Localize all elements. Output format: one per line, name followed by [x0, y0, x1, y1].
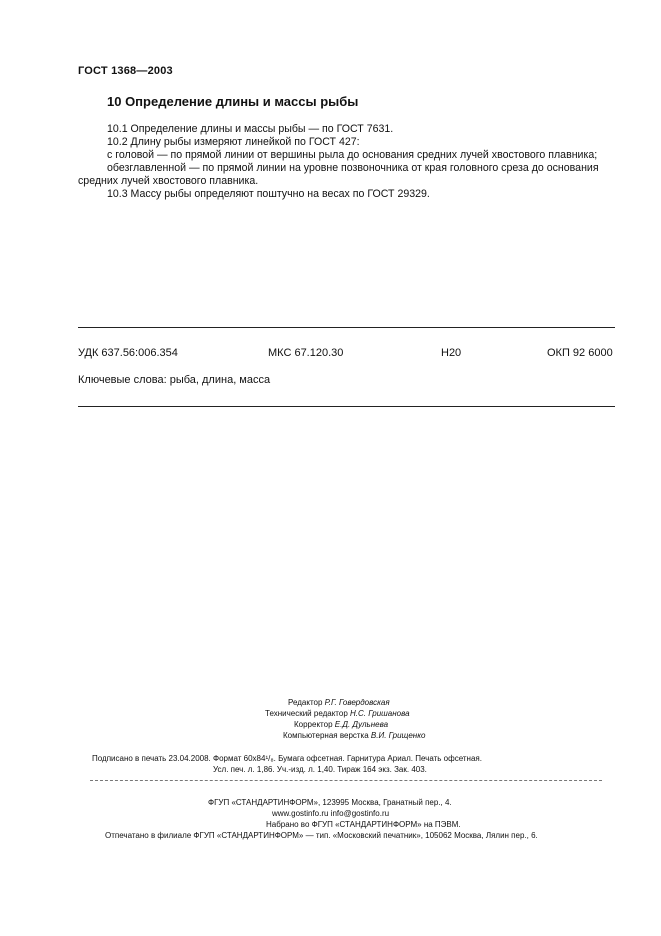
credit-editor-role: Редактор [288, 698, 323, 707]
credit-editor [288, 697, 390, 708]
paragraph-10-2: 10.2 Длину рыбы измеряют линейкой по ГОСТ 427: [107, 136, 360, 148]
standard-number: ГОСТ 1368—2003 [78, 65, 173, 77]
publisher-line-2: www.gostinfo.ru info@gostinfo.ru [272, 809, 390, 818]
paragraph-headless: обезглавленной — по прямой линии на уровне позвоночника от края головного среза до основания [107, 162, 599, 174]
section-title: 10 Определение длины и массы рыбы [107, 94, 359, 109]
credit-layout-name: В.И. Грищенко [370, 731, 426, 740]
paragraph-10-3: 10.3 Массу рыбы определяют поштучно на весах по ГОСТ 29329. [107, 188, 430, 200]
credit-proof-role: Корректор [294, 720, 333, 729]
keywords: Ключевые слова: рыба, длина, масса [78, 374, 271, 386]
publisher-line-3: Набрано во ФГУП «СТАНДАРТИНФОРМ» на ПЭВМ. [266, 820, 461, 829]
credit-editor-name: Р.Г. Говердовская [324, 698, 390, 707]
imprint-line-2: Усл. печ. л. 1,86. Уч.-изд. л. 1,40. Тираж 164 экз. Зак. 403. [213, 765, 427, 774]
credit-layout-role: Компьютерная верстка [283, 731, 369, 740]
paragraph-10-1: 10.1 Определение длины и массы рыбы — по ГОСТ 7631. [107, 123, 394, 135]
publisher-line-1: ФГУП «СТАНДАРТИНФОРМ», 123995 Москва, Гранатный пер., 4. [208, 798, 452, 807]
credit-proof-name: Е.Д. Дульнева [334, 720, 389, 729]
udk-code: УДК 637.56:006.354 [78, 347, 178, 359]
okp-code: ОКП 92 6000 [547, 347, 613, 359]
credit-proofreader [294, 719, 388, 730]
publisher-line-4: Отпечатано в филиале ФГУП «СТАНДАРТИНФОРМ» — тип. «Московский печатник», 105062 Москва, Лялин пер., 6. [105, 831, 538, 840]
paragraph-headless-cont: средних лучей хвостового плавника. [78, 175, 259, 187]
group-code: Н20 [441, 347, 462, 359]
credit-tech-editor-role: Технический редактор [265, 709, 348, 718]
credit-tech-editor-name: Н.С. Гришанова [350, 709, 410, 718]
credit-tech-editor [265, 708, 410, 719]
paragraph-with-head: с головой — по прямой линии от вершины рыла до основания средних лучей хвостового плавника; [107, 149, 598, 161]
credit-layout [283, 730, 425, 741]
divider-top [78, 327, 615, 328]
imprint-separator [90, 780, 602, 781]
divider-bottom [78, 406, 615, 407]
mks-code: МКС 67.120.30 [268, 347, 344, 359]
imprint-line-1: Подписано в печать 23.04.2008. Формат 60х84¹/₈. Бумага офсетная. Гарнитура Ариал. Печать офсетная. [92, 754, 482, 763]
